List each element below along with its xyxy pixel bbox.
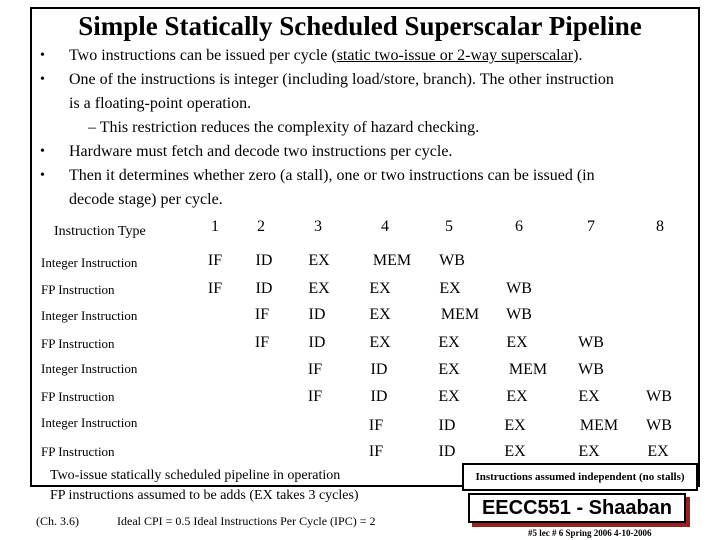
cycle-header: 4 bbox=[381, 218, 389, 235]
stage-cell: EX bbox=[438, 334, 460, 351]
row-label: FP Instruction bbox=[41, 389, 115, 404]
cycle-header: 2 bbox=[257, 218, 265, 235]
stage-cell: IF bbox=[368, 443, 384, 460]
stage-cell: WB bbox=[506, 306, 532, 323]
stage-cell: WB bbox=[578, 334, 604, 351]
stage-cell: EX bbox=[504, 443, 526, 460]
stage-cell: MEM bbox=[508, 361, 548, 378]
stage-cell: EX bbox=[504, 417, 526, 434]
stage-cell: EX bbox=[308, 252, 330, 269]
stage-cell: EX bbox=[578, 388, 600, 405]
bullet-list bbox=[40, 44, 690, 212]
row-label: Integer Instruction bbox=[41, 255, 138, 270]
bullet-text: decode stage) per cycle. bbox=[69, 191, 223, 208]
slide-title: Simple Statically Scheduled Superscalar Pipeline bbox=[78, 11, 642, 41]
row-label: FP Instruction bbox=[41, 282, 115, 297]
bullet-text: is a floating-point operation. bbox=[69, 95, 252, 112]
bullet-item bbox=[40, 68, 690, 116]
cycle-header: 7 bbox=[587, 218, 595, 235]
stage-cell: EX bbox=[578, 443, 600, 460]
stage-cell: ID bbox=[308, 334, 326, 351]
bullet-glyph: • bbox=[40, 168, 45, 183]
superscalar-link[interactable]: static two-issue or 2-way superscalar bbox=[336, 47, 574, 64]
stage-cell: ID bbox=[255, 252, 273, 269]
stage-cell: EX bbox=[369, 306, 391, 323]
stage-cell: WB bbox=[439, 252, 465, 269]
stage-cell: IF bbox=[207, 252, 223, 269]
instruction-type-header: Instruction Type bbox=[54, 224, 146, 239]
stage-cell: WB bbox=[506, 280, 532, 297]
stage-cell: EX bbox=[369, 334, 391, 351]
bullet-text: Hardware must fetch and decode two instructions per cycle. bbox=[69, 143, 453, 160]
stage-cell: WB bbox=[578, 361, 604, 378]
stage-cell: ID bbox=[255, 280, 273, 297]
stage-cell: EX bbox=[506, 334, 528, 351]
cycle-header: 3 bbox=[314, 218, 322, 235]
independent-note-box: Instructions assumed independent (no stalls) bbox=[462, 463, 698, 491]
stage-cell: IF bbox=[207, 280, 223, 297]
stage-cell: IF bbox=[307, 361, 323, 378]
stage-cell: EX bbox=[438, 388, 460, 405]
row-label: Integer Instruction bbox=[41, 308, 138, 323]
stage-cell: ID bbox=[370, 388, 388, 405]
bullet-text: Then it determines whether zero (a stall), one or two instructions can be issued (in bbox=[69, 167, 595, 184]
stage-cell: MEM bbox=[372, 252, 412, 269]
stage-cell: ID bbox=[308, 306, 326, 323]
bullet-text: One of the instructions is integer (including load/store, branch). The other instruction bbox=[69, 71, 614, 88]
row-label: Integer Instruction bbox=[41, 415, 138, 430]
stage-cell: ID bbox=[370, 361, 388, 378]
stage-cell: WB bbox=[646, 388, 672, 405]
note-line: Two-issue statically scheduled pipeline in operation bbox=[50, 468, 341, 483]
stage-cell: EX bbox=[308, 280, 330, 297]
sub-bullet-item: – This restriction reduces the complexity of hazard checking. bbox=[88, 119, 480, 136]
slide-footer: #5 lec # 6 Spring 2006 4-10-2006 bbox=[528, 528, 652, 538]
cycle-header: 1 bbox=[211, 218, 219, 235]
stage-cell: EX bbox=[506, 388, 528, 405]
pipeline-notes bbox=[50, 466, 359, 506]
stage-cell: WB bbox=[646, 417, 672, 434]
stage-cell: MEM bbox=[579, 417, 619, 434]
stage-cell: EX bbox=[369, 280, 391, 297]
bullet-item bbox=[40, 164, 690, 212]
stage-cell: MEM bbox=[440, 306, 480, 323]
bullet-item bbox=[40, 140, 690, 164]
course-label-box: EECC551 - Shaaban bbox=[468, 493, 686, 523]
bullet-glyph: • bbox=[40, 48, 45, 63]
chapter-ref: (Ch. 3.6) bbox=[36, 514, 79, 528]
stage-cell: ID bbox=[438, 443, 456, 460]
cycle-header: 5 bbox=[445, 218, 453, 235]
stage-cell: IF bbox=[368, 417, 384, 434]
bullet-text: Two instructions can be issued per cycle ( bbox=[69, 47, 337, 64]
cycle-header: 8 bbox=[656, 218, 664, 235]
row-label: FP Instruction bbox=[41, 444, 115, 459]
cpi-note: Ideal CPI = 0.5 Ideal Instructions Per Cycle (IPC) = 2 bbox=[117, 514, 376, 528]
bullet-item bbox=[40, 44, 690, 68]
stage-cell: EX bbox=[439, 280, 461, 297]
stage-cell: EX bbox=[438, 361, 460, 378]
stage-cell: ID bbox=[438, 417, 456, 434]
bullet-glyph: • bbox=[40, 144, 45, 159]
stage-cell: IF bbox=[254, 334, 270, 351]
row-label: FP Instruction bbox=[41, 336, 115, 351]
stage-cell: EX bbox=[647, 443, 669, 460]
stage-cell: IF bbox=[307, 388, 323, 405]
note-line: FP instructions assumed to be adds (EX takes 3 cycles) bbox=[50, 488, 359, 503]
bullet-text: ). bbox=[573, 47, 583, 64]
bullet-glyph: • bbox=[40, 72, 45, 87]
row-label: Integer Instruction bbox=[41, 361, 138, 376]
cycle-header: 6 bbox=[515, 218, 523, 235]
stage-cell: IF bbox=[254, 306, 270, 323]
